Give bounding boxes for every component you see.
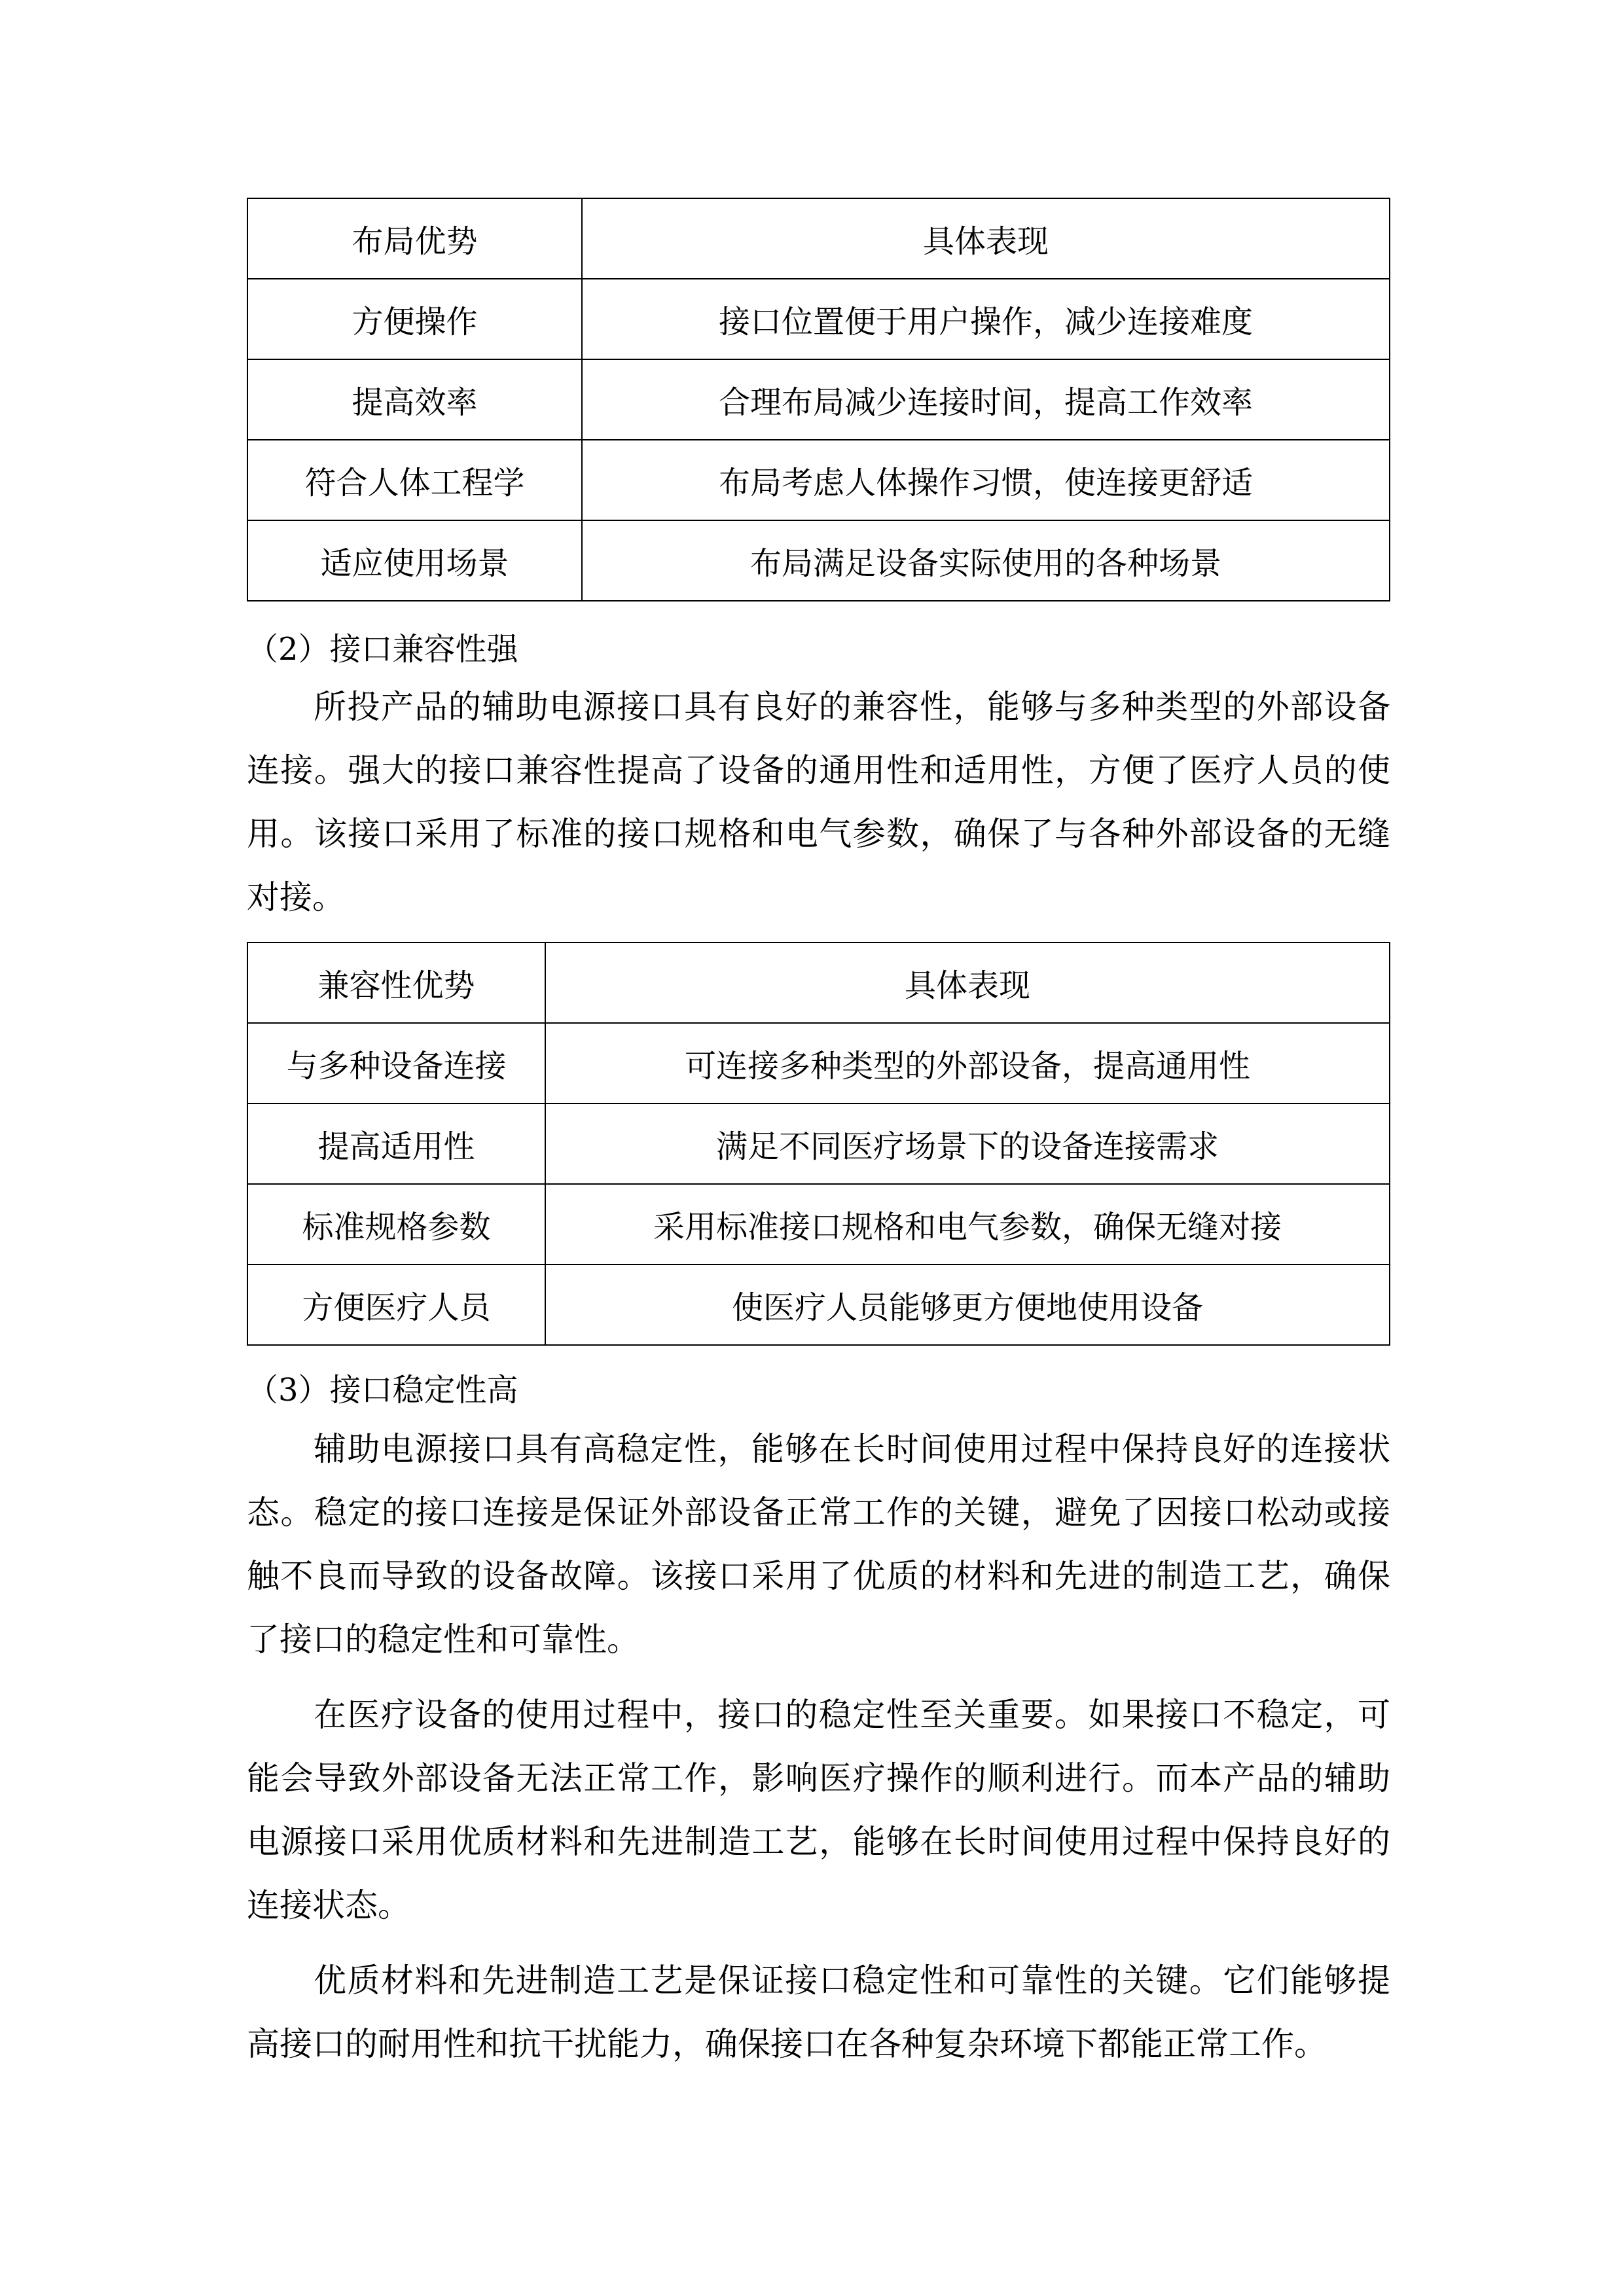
table-row	[247, 520, 1390, 601]
header-cell: 具体表现	[582, 198, 1390, 279]
table-row	[247, 440, 1390, 520]
header-cell: 兼容性优势	[247, 942, 545, 1023]
table-header-row	[247, 198, 1390, 279]
section-heading: （2）接口兼容性强	[247, 631, 518, 668]
table-cell: 适应使用场景	[247, 520, 582, 601]
paragraph: 辅助电源接口具有高稳定性，能够在长时间使用过程中保持良好的连接状态。稳定的接口连接是保证外部设备正常工作的关键，避免了因接口松动或接触不良而导致的设备故障。该接口采用了优质的材料和先进的制造工艺，确保了接口的稳定性和可靠性。	[247, 1430, 1390, 1659]
table-cell: 提高适用性	[247, 1103, 545, 1184]
header-cell: 具体表现	[545, 942, 1390, 1023]
paragraph: 所投产品的辅助电源接口具有良好的兼容性，能够与多种类型的外部设备连接。强大的接口兼容性提高了设备的通用性和适用性，方便了医疗人员的使用。该接口采用了标准的接口规格和电气参数，确保了与各种外部设备的无缝对接。	[247, 688, 1390, 916]
table-cell: 标准规格参数	[247, 1184, 545, 1265]
table-cell: 可连接多种类型的外部设备，提高通用性	[545, 1023, 1390, 1103]
table-cell: 采用标准接口规格和电气参数，确保无缝对接	[545, 1184, 1390, 1265]
table-row	[247, 1023, 1390, 1103]
table-cell: 方便操作	[247, 279, 582, 359]
table-cell: 布局考虑人体操作习惯，使连接更舒适	[582, 440, 1390, 520]
table-cell: 方便医疗人员	[247, 1265, 545, 1345]
compatibility-advantages-table	[247, 942, 1390, 1346]
paragraph: 在医疗设备的使用过程中，接口的稳定性至关重要。如果接口不稳定，可能会导致外部设备无法正常工作，影响医疗操作的顺利进行。而本产品的辅助电源接口采用优质材料和先进制造工艺，能够在长时间使用过程中保持良好的连接状态。	[247, 1696, 1390, 1924]
table-cell: 提高效率	[247, 359, 582, 440]
table-row	[247, 1103, 1390, 1184]
table-cell: 合理布局减少连接时间，提高工作效率	[582, 359, 1390, 440]
table-cell: 使医疗人员能够更方便地使用设备	[545, 1265, 1390, 1345]
table-cell: 满足不同医疗场景下的设备连接需求	[545, 1103, 1390, 1184]
table-row	[247, 359, 1390, 440]
table-row	[247, 279, 1390, 359]
table-cell: 布局满足设备实际使用的各种场景	[582, 520, 1390, 601]
table-cell: 符合人体工程学	[247, 440, 582, 520]
table-cell: 接口位置便于用户操作，减少连接难度	[582, 279, 1390, 359]
table-cell: 与多种设备连接	[247, 1023, 545, 1103]
paragraph: 优质材料和先进制造工艺是保证接口稳定性和可靠性的关键。它们能够提高接口的耐用性和抗干扰能力，确保接口在各种复杂环境下都能正常工作。	[247, 1962, 1390, 2063]
header-cell: 布局优势	[247, 198, 582, 279]
table-row	[247, 1265, 1390, 1345]
table-row	[247, 1184, 1390, 1265]
section-heading: （3）接口稳定性高	[247, 1372, 518, 1408]
table-header-row	[247, 942, 1390, 1023]
layout-advantages-table	[247, 198, 1390, 601]
